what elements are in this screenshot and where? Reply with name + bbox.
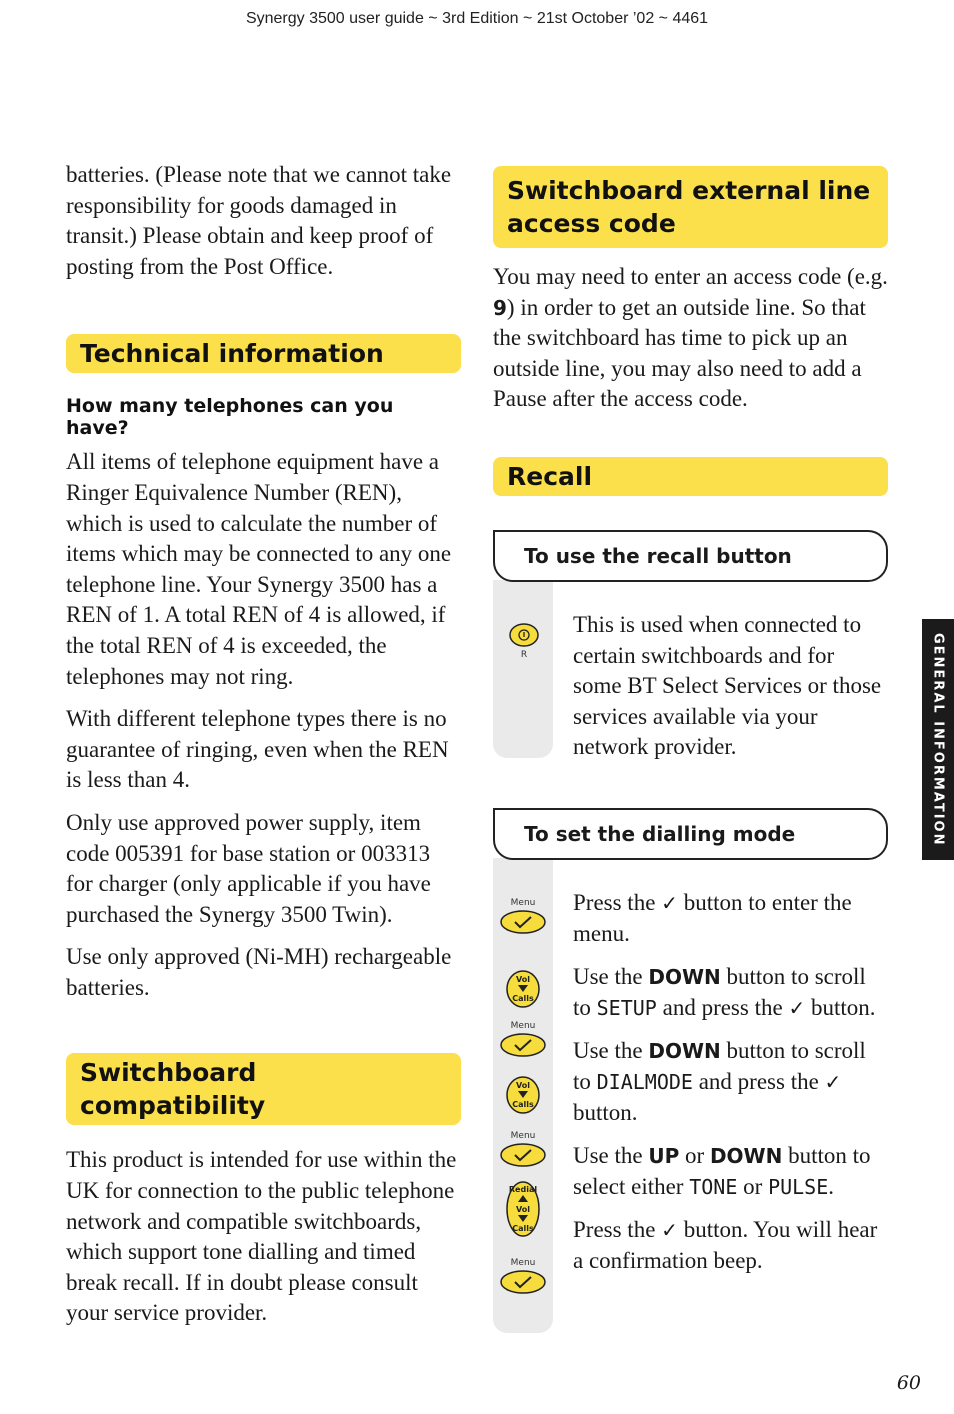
access-code-paragraph: You may need to enter an access code (e.g. 9) in order to get an outside line. So that the switchboard has time to pick up an outside line, you may also need to add a Pause after the access code. — [493, 264, 888, 412]
section-title-access-code: Switchboard external line access code — [493, 166, 888, 248]
menu-label: Menu — [510, 1020, 536, 1031]
tick-icon: ✓ — [824, 1069, 842, 1094]
vol-label: Vol — [516, 1080, 530, 1090]
recall-panel-title: To use the recall button — [493, 530, 888, 582]
intro-paragraph: batteries. (Please note that we cannot take responsibility for goods damaged in transit.) Please obtain and keep proof of posting from the Post Office. — [66, 162, 452, 279]
down-button-icon-2 — [505, 1076, 541, 1118]
access-key-9: 9 — [493, 295, 507, 320]
dialling-steps — [573, 888, 888, 1290]
section-title-technical: Technical information — [66, 334, 461, 373]
step-5: Press the ✓ button. You will hear a confirmation beep. — [573, 1217, 878, 1273]
section-title-recall: Recall — [493, 457, 888, 496]
recall-button-icon — [507, 622, 541, 666]
vol-label: Vol — [516, 1204, 530, 1214]
tick-icon: ✓ — [661, 1218, 678, 1243]
subsection-title-telephones: How many telephones can you have? — [66, 395, 394, 440]
menu-label: Menu — [510, 897, 536, 908]
recall-button-label: R — [520, 649, 528, 660]
tick-icon: ✓ — [788, 995, 806, 1020]
dialling-mode-panel — [493, 808, 888, 1333]
dialling-panel-title: To set the dialling mode — [493, 808, 888, 860]
menu-button-icon — [499, 896, 547, 940]
tick-icon: ✓ — [661, 890, 678, 915]
vol-label: Vol — [516, 974, 530, 984]
lcd-dialmode: DIALMODE — [596, 1069, 693, 1094]
running-header: Synergy 3500 user guide ~ 3rd Edition ~ 21st October ’02 ~ 4461 — [245, 10, 709, 27]
recall-icon-strip — [493, 580, 553, 758]
menu-button-icon-3 — [499, 1129, 547, 1173]
compatibility-paragraph: This product is intended for use within the UK for connection to the public telephone network and compatible switchboards, which support tone dialling and timed break recall. If in doubt please consult your service provider. — [66, 1147, 457, 1326]
step-1: Press the ✓ button to enter the menu. — [573, 889, 852, 946]
down-button-icon — [505, 970, 541, 1012]
lcd-tone: TONE — [689, 1174, 738, 1199]
menu-button-icon-2 — [499, 1019, 547, 1063]
technical-paragraph-2: With different telephone types there is no guarantee of ringing, even when the REN is less than 4. — [66, 706, 449, 793]
left-column — [66, 160, 461, 1341]
calls-label: Calls — [512, 1223, 534, 1233]
technical-paragraph-4: Use only approved (Ni-MH) rechargeable batteries. — [66, 944, 452, 1000]
side-tab-general-information: GENERAL INFORMATION — [922, 619, 954, 860]
lcd-setup: SETUP — [596, 995, 657, 1020]
technical-paragraph-3: Only use approved power supply, item code 005391 for base station or 003313 for charger (only applicable if you have purchased the Synergy 3500 Twin). — [66, 809, 431, 927]
menu-label: Menu — [510, 1130, 536, 1141]
step-3: Use the DOWN button to scroll to DIALMODE and press the ✓ button. — [573, 1038, 866, 1125]
page-number: 60 — [896, 1372, 921, 1394]
technical-paragraph-1: All items of telephone equipment have a Ringer Equivalence Number (REN), which is used to calculate the number of items which may be connected to any one telephone line. Your Synergy 3500 has a REN of 1. A total REN of 4 is allowed, if the total REN of 4 is exceeded, the telephones may not ring. — [66, 449, 452, 689]
step-2: Use the DOWN button to scroll to SETUP and press the ✓ button. — [573, 964, 876, 1020]
redial-label: Redial — [508, 1184, 538, 1194]
up-down-button-icon — [505, 1180, 541, 1242]
lcd-pulse: PULSE — [768, 1174, 829, 1199]
calls-label: Calls — [512, 993, 534, 1003]
menu-label: Menu — [510, 1257, 536, 1268]
recall-panel — [493, 530, 888, 760]
recall-text: This is used when connected to certain switchboards and for some BT Select Services or those services available via your network provider. — [573, 611, 882, 760]
right-column — [493, 166, 888, 1333]
calls-label: Calls — [512, 1099, 534, 1109]
step-4: Use the UP or DOWN button to select either TONE or PULSE. — [573, 1143, 871, 1199]
menu-button-icon-4 — [499, 1256, 547, 1300]
section-title-compatibility: Switchboard compatibility — [66, 1053, 461, 1125]
